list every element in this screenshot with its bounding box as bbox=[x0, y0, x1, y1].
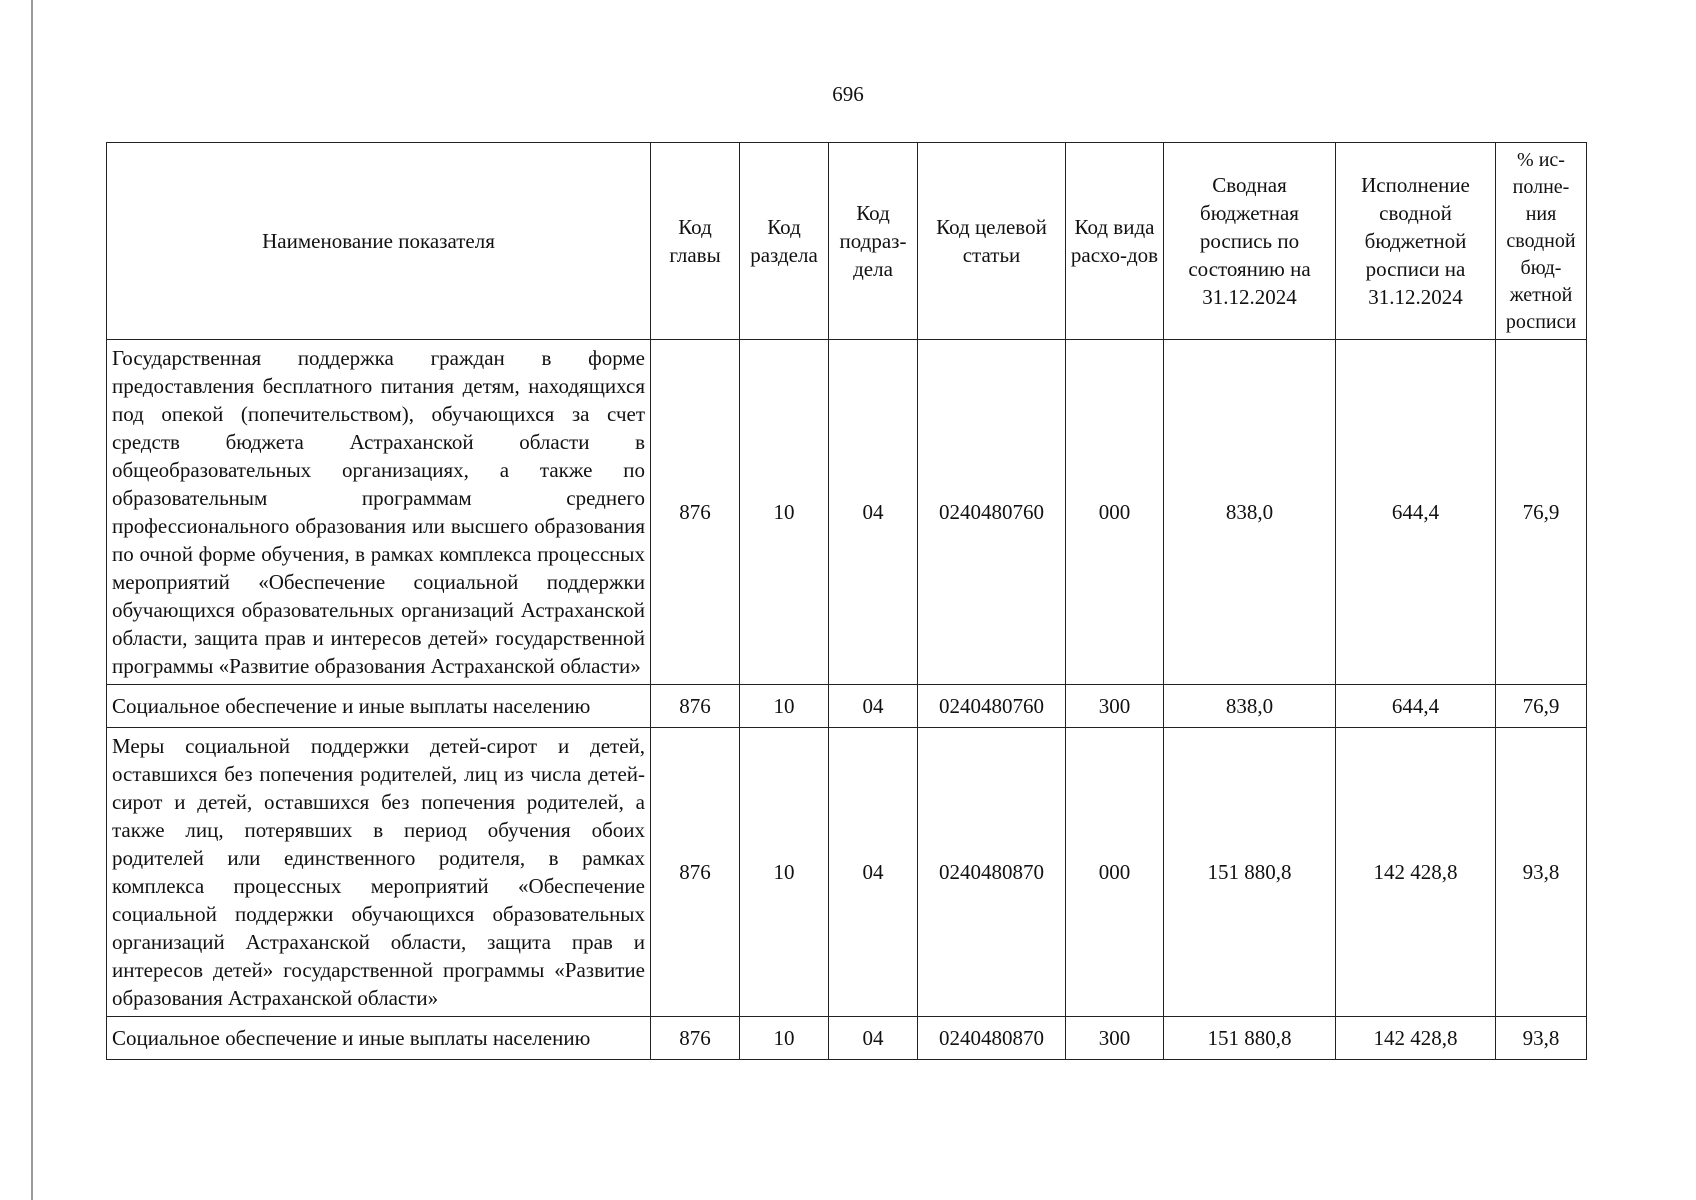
header-kod-vida-rashodov: Код вида расхо-дов bbox=[1066, 143, 1164, 340]
header-kod-glavy: Код главы bbox=[651, 143, 740, 340]
row-svodnaya-rospis: 838,0 bbox=[1164, 685, 1336, 728]
row-svodnaya-rospis: 151 880,8 bbox=[1164, 1017, 1336, 1060]
row-kod-podrazdela: 04 bbox=[829, 1017, 918, 1060]
row-kod-glavy: 876 bbox=[651, 340, 740, 685]
row-kod-glavy: 876 bbox=[651, 685, 740, 728]
row-svodnaya-rospis: 838,0 bbox=[1164, 340, 1336, 685]
row-kod-glavy: 876 bbox=[651, 1017, 740, 1060]
row-kod-celevoy-stati: 0240480870 bbox=[918, 1017, 1066, 1060]
row-kod-razdela: 10 bbox=[740, 685, 829, 728]
row-kod-glavy: 876 bbox=[651, 728, 740, 1017]
budget-execution-table bbox=[106, 142, 1587, 1060]
row-ispolnenie: 644,4 bbox=[1336, 685, 1496, 728]
table-row bbox=[107, 685, 1587, 728]
row-kod-celevoy-stati: 0240480760 bbox=[918, 685, 1066, 728]
row-kod-razdela: 10 bbox=[740, 340, 829, 685]
row-name: Меры социальной поддержки детей-сирот и детей, оставшихся без попечения родителей, лиц из числа детей-сирот и детей, оставшихся без попечения родителей, а также лиц, потерявших в период обучения обоих родителей или единственного родителя, в рамках комплекса процессных мероприятий «Обеспечение социальной поддержки обучающихся образовательных организаций Астраханской области, защита прав и интересов детей» государственной программы «Развитие образования Астраханской области» bbox=[107, 728, 651, 1017]
row-name: Социальное обеспечение и иные выплаты населению bbox=[107, 1017, 651, 1060]
header-kod-podrazdela: Код подраз-дела bbox=[829, 143, 918, 340]
header-svodnaya-rospis: Сводная бюджетная роспись по состоянию на 31.12.2024 bbox=[1164, 143, 1336, 340]
header-name: Наименование показателя bbox=[107, 143, 651, 340]
table-row bbox=[107, 340, 1587, 685]
row-kod-podrazdela: 04 bbox=[829, 685, 918, 728]
header-kod-razdela: Код раздела bbox=[740, 143, 829, 340]
header-procent: % ис-полне-ния сводной бюд-жетной росписи bbox=[1496, 143, 1587, 340]
row-ispolnenie: 644,4 bbox=[1336, 340, 1496, 685]
row-procent: 93,8 bbox=[1496, 1017, 1587, 1060]
row-procent: 93,8 bbox=[1496, 728, 1587, 1017]
row-kod-vida-rashodov: 300 bbox=[1066, 1017, 1164, 1060]
row-kod-vida-rashodov: 000 bbox=[1066, 340, 1164, 685]
row-kod-podrazdela: 04 bbox=[829, 728, 918, 1017]
row-procent: 76,9 bbox=[1496, 340, 1587, 685]
row-kod-vida-rashodov: 300 bbox=[1066, 685, 1164, 728]
row-kod-razdela: 10 bbox=[740, 728, 829, 1017]
page-number: 696 bbox=[832, 82, 864, 106]
row-name: Социальное обеспечение и иные выплаты населению bbox=[107, 685, 651, 728]
header-kod-celevoy-stati: Код целевой статьи bbox=[918, 143, 1066, 340]
row-kod-podrazdela: 04 bbox=[829, 340, 918, 685]
row-svodnaya-rospis: 151 880,8 bbox=[1164, 728, 1336, 1017]
table-row bbox=[107, 728, 1587, 1017]
row-kod-celevoy-stati: 0240480760 bbox=[918, 340, 1066, 685]
table-row bbox=[107, 1017, 1587, 1060]
row-name: Государственная поддержка граждан в форме предоставления бесплатного питания детям, находящихся под опекой (попечительством), обучающихся за счет средств бюджета Астраханской области в общеобразовательных организациях, а также по образовательным программам среднего профессионального образования или высшего образования по очной форме обучения, в рамках комплекса процессных мероприятий «Обеспечение социальной поддержки обучающихся образовательных организаций Астраханской области, защита прав и интересов детей» государственной программы «Развитие образования Астраханской области» bbox=[107, 340, 651, 685]
row-kod-celevoy-stati: 0240480870 bbox=[918, 728, 1066, 1017]
row-ispolnenie: 142 428,8 bbox=[1336, 728, 1496, 1017]
row-ispolnenie: 142 428,8 bbox=[1336, 1017, 1496, 1060]
row-procent: 76,9 bbox=[1496, 685, 1587, 728]
scan-edge-line bbox=[31, 0, 33, 1200]
row-kod-razdela: 10 bbox=[740, 1017, 829, 1060]
table-header-row bbox=[107, 143, 1587, 340]
header-ispolnenie: Исполнение сводной бюджетной росписи на 31.12.2024 bbox=[1336, 143, 1496, 340]
row-kod-vida-rashodov: 000 bbox=[1066, 728, 1164, 1017]
